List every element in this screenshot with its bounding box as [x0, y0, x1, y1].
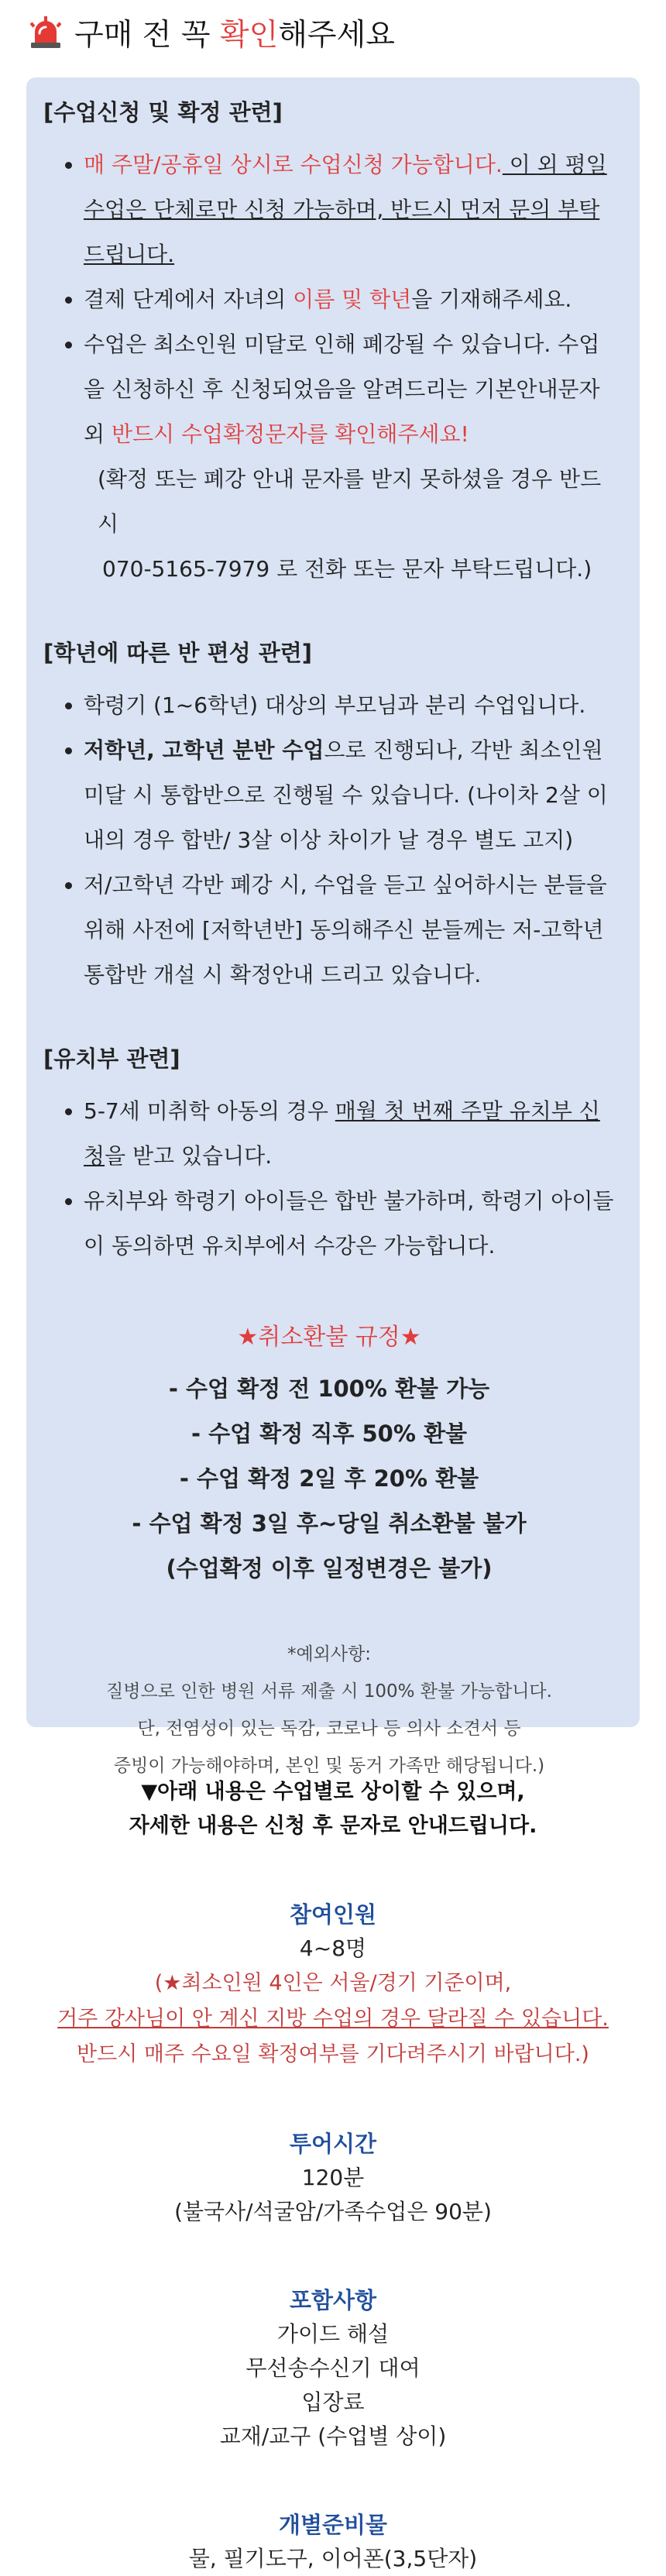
enrollment-list: [43, 143, 615, 457]
details-intro: ▼아래 내용은 수업별로 상이할 수 있으며, 자세한 내용은 신청 후 문자로 안내드립니다.: [129, 1780, 537, 1838]
notice-box: [26, 77, 640, 1776]
tour-time-heading: 투어시간: [289, 2131, 377, 2157]
participants-note: 거주 강사님이 안 계신 지방 수업의 경우 달라질 수 있습니다.: [57, 2007, 609, 2031]
list-item: • 저/고학년 각반 폐강 시, 수업을 듣고 싶어하시는 분들을 위해 사전에 [저학년반] 동의해주신 분들께는 저-고학년 통합반 개설 시 확정안내 드리고 있습니다.: [84, 863, 615, 998]
tour-time-note: (불국사/석굴암/가족수업은 90분): [174, 2199, 492, 2224]
refund-item: - 수업 확정 직후 50% 환불: [191, 1420, 468, 1447]
page-header: [0, 0, 666, 54]
preparation-heading: 개별준비물: [278, 2512, 388, 2538]
tour-time-value: 120분: [301, 2165, 365, 2190]
kindergarten-list: [43, 1089, 615, 1269]
included-item: 교재/교구 (수업별 상이): [219, 2423, 447, 2449]
list-item: • 저학년, 고학년 분반 수업으로 진행되나, 각반 최소인원 미달 시 통합반으로 진행될 수 있습니다. (나이차 2살 이내의 경우 합반/ 3살 이상 차이가 날 경우 별도 고지): [84, 728, 615, 863]
list-item: • 5-7세 미취학 아동의 경우 매월 첫 번째 주말 유치부 신청을 받고 있습니다.: [84, 1089, 615, 1179]
contact-phone: 070-5165-7979 로 전화 또는 문자 부탁드립니다.): [102, 556, 592, 582]
included-block: [0, 2283, 666, 2454]
class-details: [0, 1775, 666, 2576]
participants-note: 반드시 매주 수요일 확정여부를 기다려주시기 바랍니다.): [77, 2042, 589, 2066]
list-item: • 학령기 (1~6학년) 대상의 부모님과 분리 수업입니다.: [84, 683, 615, 728]
exceptions-line: 질병으로 인한 병원 서류 제출 시 100% 환불 가능합니다.: [106, 1681, 552, 1702]
tour-time-block: [0, 2127, 666, 2229]
exceptions-line: 증빙이 가능해야하며, 본인 및 동거 가족만 해당됩니다.): [113, 1756, 545, 1776]
contact-note: (확정 또는 폐강 안내 문자를 받지 못하셨을 경우 반드시: [98, 466, 602, 537]
participants-note: (★최소인원 4인은 서울/경기 기준이며,: [154, 1971, 512, 1995]
refund-title: ★취소환불 규정★: [237, 1324, 421, 1351]
included-item: 입장료: [301, 2389, 365, 2415]
list-item: • 유치부와 학령기 아이들은 합반 불가하며, 학령기 아이들이 동의하면 유치부에서 수강은 가능합니다.: [84, 1179, 615, 1269]
refund-policy: [43, 1315, 615, 1591]
siren-icon: [28, 15, 64, 50]
included-heading: 포함사항: [289, 2287, 377, 2313]
refund-item: (수업확정 이후 일정변경은 불가): [166, 1555, 493, 1582]
refund-item: - 수업 확정 3일 후~당일 취소환불 불가: [132, 1510, 527, 1537]
list-item: • 수업은 최소인원 미달로 인해 폐강될 수 있습니다. 수업을 신청하신 후 신청되었음을 알려드리는 기본안내문자 외 반드시 수업확정문자를 확인해주세요!: [84, 322, 615, 457]
included-item: 무선송수신기 대여: [245, 2355, 421, 2381]
section-title-kindergarten: [유치부 관련]: [43, 1046, 180, 1072]
participants-heading: 참여인원: [289, 1901, 377, 1928]
participants-block: [0, 1898, 666, 2073]
exceptions-title: *예외사항:: [287, 1644, 372, 1664]
list-item: • 매 주말/공휴일 상시로 수업신청 가능합니다. 이 외 평일 수업은 단체로만 신청 가능하며, 반드시 먼저 문의 부탁드립니다.: [84, 143, 615, 277]
exceptions: [43, 1636, 615, 1784]
preparation-value: 물, 필기도구, 이어폰(3,5단자): [188, 2546, 478, 2571]
refund-item: - 수업 확정 전 100% 환불 가능: [168, 1376, 490, 1402]
included-item: 가이드 해설: [276, 2321, 390, 2347]
page-title: 구매 전 꼭 확인해주세요: [74, 18, 395, 53]
exceptions-line: 단, 전염성이 있는 독감, 코로나 등 의사 소견서 등: [137, 1719, 521, 1739]
refund-item: - 수업 확정 2일 후 20% 환불: [179, 1465, 479, 1492]
grouping-list: [43, 683, 615, 998]
participants-value: 4~8명: [299, 1935, 367, 1961]
section-title-enrollment: [수업신청 및 확정 관련]: [43, 99, 283, 125]
preparation-block: [0, 2508, 666, 2576]
list-item: • 결제 단계에서 자녀의 이름 및 학년을 기재해주세요.: [84, 277, 615, 322]
section-title-class-grouping: [학년에 따른 반 편성 관련]: [43, 640, 313, 666]
